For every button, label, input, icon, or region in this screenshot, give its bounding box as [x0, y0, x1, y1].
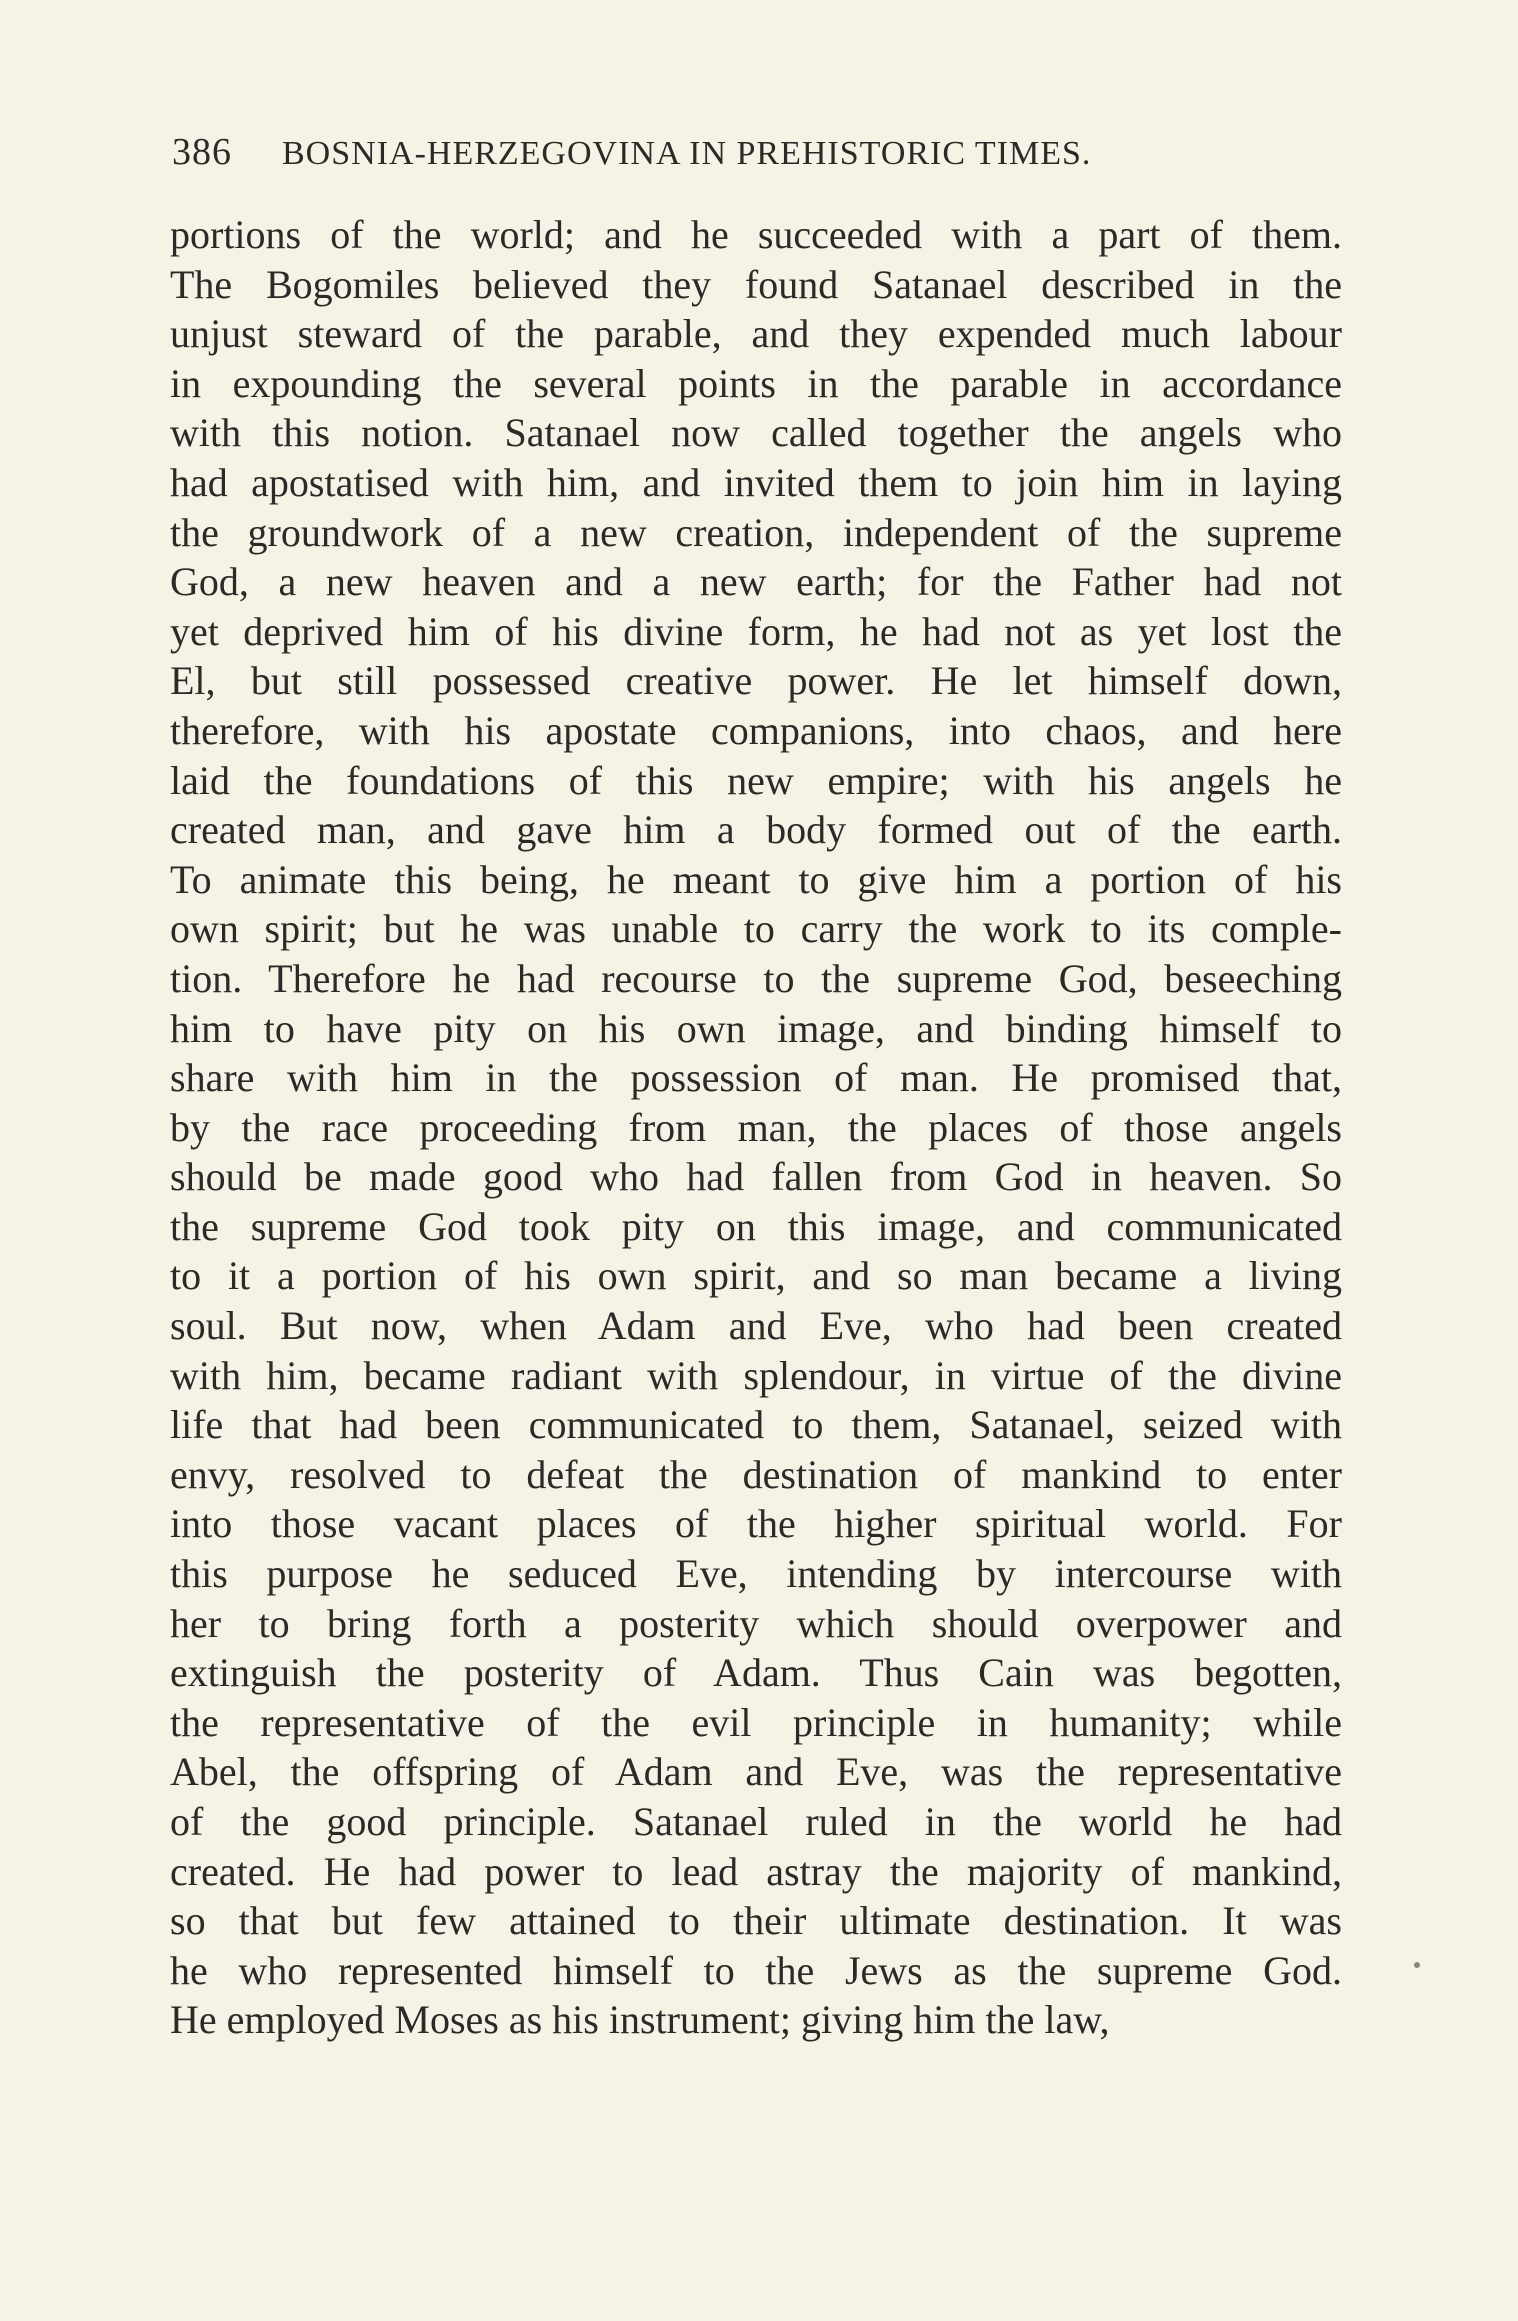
text-line: Abel, the offspring of Adam and Eve, was the representative — [170, 1749, 1342, 1795]
page-number: 386 — [172, 131, 232, 173]
text-line: El, but still possessed creative power. He let himself down, — [170, 658, 1342, 704]
text-line: laid the foundations of this new empire; with his angels he — [170, 757, 1342, 803]
body-text — [170, 210, 1342, 2045]
text-line: He employed Moses as his instrument; giving him the law, — [170, 1997, 1110, 2043]
text-line: to it a portion of his own spirit, and so man became a living — [170, 1253, 1342, 1299]
text-line: with this notion. Satanael now called together the angels who — [170, 410, 1342, 456]
text-line: in expounding the several points in the parable in accordance — [170, 360, 1342, 406]
running-head — [172, 122, 1362, 182]
text-line: by the race proceeding from man, the places of those angels — [170, 1104, 1342, 1150]
text-line: The Bogomiles believed they found Satanael described in the — [170, 261, 1342, 307]
text-line: this purpose he seduced Eve, intending by intercourse with — [170, 1551, 1342, 1597]
text-line: yet deprived him of his divine form, he had not as yet lost the — [170, 608, 1342, 654]
text-line: portions of the world; and he succeeded with a part of them. — [170, 212, 1342, 257]
text-line: God, a new heaven and a new earth; for the Father had not — [170, 559, 1342, 605]
text-line: tion. Therefore he had recourse to the supreme God, beseeching — [170, 955, 1342, 1001]
running-title: BOSNIA-HERZEGOVINA IN PREHISTORIC TIMES. — [282, 135, 1092, 172]
text-line: he who represented himself to the Jews as the supreme God. — [170, 1947, 1342, 1993]
text-line: envy, resolved to defeat the destination of mankind to enter — [170, 1451, 1342, 1497]
text-line: the representative of the evil principle in humanity; while — [170, 1699, 1342, 1745]
text-line: of the good principle. Satanael ruled in the world he had — [170, 1799, 1342, 1844]
text-line: life that had been communicated to them, Satanael, seized with — [170, 1402, 1342, 1448]
text-line: share with him in the possession of man. He promised that, — [170, 1055, 1342, 1101]
text-line: extinguish the posterity of Adam. Thus Cain was begotten, — [170, 1650, 1342, 1696]
text-line: own spirit; but he was unable to carry the work to its comple- — [170, 906, 1342, 952]
text-line: created. He had power to lead astray the majority of mankind, — [170, 1848, 1342, 1894]
text-line: the supreme God took pity on this image, and communicated — [170, 1203, 1342, 1249]
text-line: so that but few attained to their ultimate destination. It was — [170, 1898, 1342, 1944]
paper-speck — [1414, 1962, 1420, 1968]
text-line: therefore, with his apostate companions, into chaos, and here — [170, 707, 1342, 753]
text-line: should be made good who had fallen from God in heaven. So — [170, 1154, 1342, 1200]
text-line: him to have pity on his own image, and binding himself to — [170, 1005, 1342, 1051]
text-line: unjust steward of the parable, and they expended much labour — [170, 311, 1342, 357]
text-line: with him, became radiant with splendour, in virtue of the divine — [170, 1352, 1342, 1398]
text-line: To animate this being, he meant to give him a portion of his — [170, 856, 1342, 902]
text-line: soul. But now, when Adam and Eve, who had been created — [170, 1303, 1342, 1349]
text-line: into those vacant places of the higher spiritual world. For — [170, 1501, 1342, 1547]
text-line: the groundwork of a new creation, independent of the supreme — [170, 509, 1342, 555]
text-line: created man, and gave him a body formed out of the earth. — [170, 807, 1342, 853]
text-line: had apostatised with him, and invited them to join him in laying — [170, 459, 1342, 505]
text-line: her to bring forth a posterity which should overpower and — [170, 1600, 1342, 1646]
